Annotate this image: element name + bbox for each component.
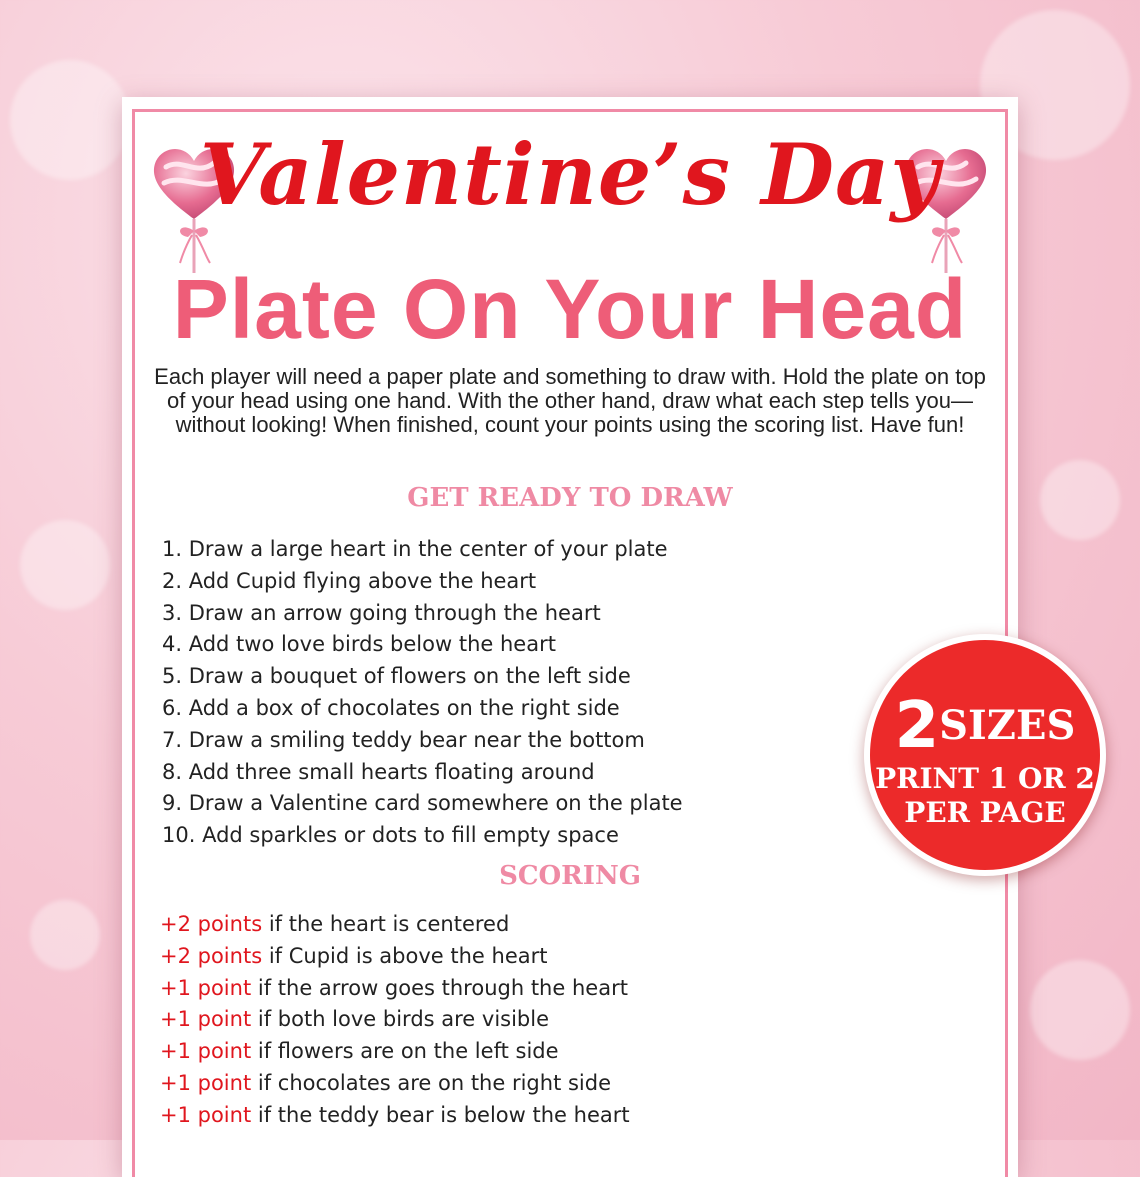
scoring-item [160, 1036, 630, 1068]
step-item: 8. Add three small hearts floating around [162, 759, 595, 784]
step-item: 6. Add a box of chocolates on the right side [162, 695, 620, 720]
scoring-item [160, 909, 630, 941]
step-item: 3. Draw an arrow going through the heart [162, 600, 601, 625]
scoring-item [160, 941, 630, 973]
scoring-section-title: SCORING [499, 861, 641, 891]
bokeh-light [30, 900, 100, 970]
scoring-points: +1 point [160, 975, 252, 1000]
step-item: 1. Draw a large heart in the center of your plate [162, 537, 668, 561]
step-item: 9. Draw a Valentine card somewhere on the plate [162, 791, 683, 816]
bokeh-light [20, 520, 110, 610]
printable-sheet [122, 97, 1018, 1177]
scoring-condition: if the heart is centered [262, 912, 510, 936]
scoring-points: +2 points [160, 943, 263, 968]
badge-number: 2 [894, 689, 940, 763]
scoring-points: +1 point [160, 1070, 252, 1095]
bokeh-light [10, 60, 130, 180]
steps-section-title: GET READY TO DRAW [407, 483, 733, 513]
step-item: 4. Add two love birds below the heart [162, 632, 556, 657]
bokeh-light [1040, 460, 1120, 540]
step-item: 2. Add Cupid flying above the heart [162, 568, 537, 593]
bokeh-light [1030, 960, 1130, 1060]
scoring-condition: if chocolates are on the right side [251, 1070, 612, 1095]
page-title: Plate On Your Head [172, 262, 968, 356]
scoring-condition: if the teddy bear is below the heart [251, 1102, 630, 1127]
step-item: 7. Draw a smiling teddy bear near the bottom [162, 727, 645, 752]
scoring-points: +2 points [160, 912, 263, 936]
badge-word: SIZES [939, 702, 1076, 749]
scoring-condition: if both love birds are visible [251, 1007, 550, 1032]
badge-line-1: PRINT 1 OR 2 [875, 762, 1095, 795]
scoring-condition: if Cupid is above the heart [262, 943, 548, 968]
scoring-item [160, 1004, 630, 1036]
sizes-badge [864, 634, 1106, 876]
scoring-item [160, 1068, 630, 1100]
scoring-points: +1 point [160, 1039, 252, 1064]
scoring-item [160, 1100, 630, 1132]
step-item: 5. Draw a bouquet of flowers on the left side [162, 664, 631, 689]
steps-list [162, 534, 683, 852]
scoring-item [160, 973, 630, 1005]
scoring-condition: if flowers are on the left side [251, 1039, 559, 1064]
scoring-condition: if the arrow goes through the heart [251, 975, 628, 1000]
step-item: 10. Add sparkles or dots to fill empty space [162, 823, 619, 848]
instructions-paragraph: Each player will need a paper plate and something to draw with. Hold the plate on top of your head using one hand. With the other hand, draw what each step tells you—without looking! When finished, count your points using the scoring list. Have fun! [154, 364, 986, 437]
badge-line-2: PER PAGE [904, 796, 1066, 829]
scoring-list [160, 909, 630, 1132]
title-script: Valentine’s Day [199, 125, 941, 224]
scoring-points: +1 point [160, 1007, 252, 1032]
scoring-points: +1 point [160, 1102, 252, 1127]
